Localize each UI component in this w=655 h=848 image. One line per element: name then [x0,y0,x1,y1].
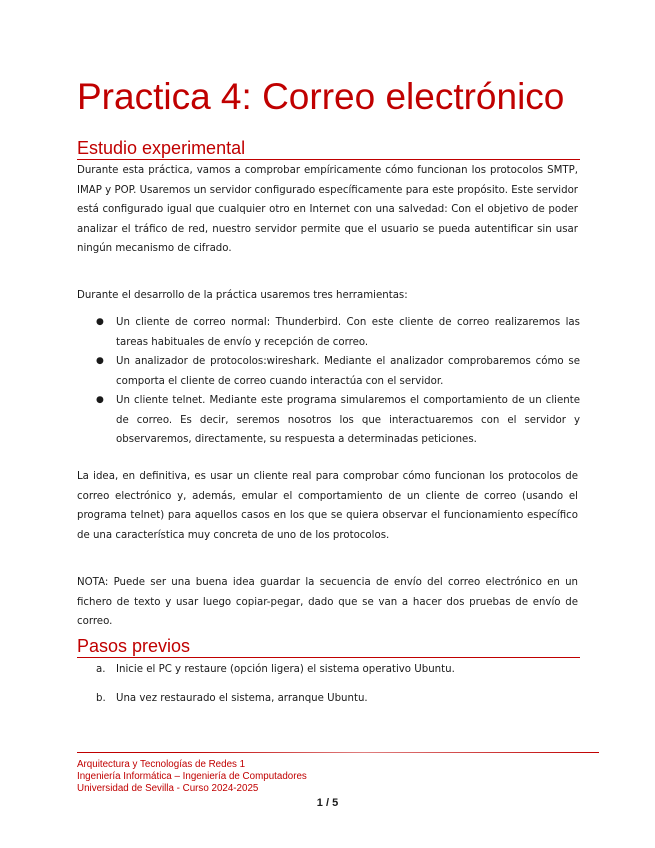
footer-divider [77,752,599,753]
footer-degree: Ingeniería Informática – Ingeniería de Computadores [77,771,307,782]
list-item [77,391,580,450]
page-number: 1 / 5 [316,797,339,809]
list-item [77,660,580,680]
bullet-icon: ● [96,356,104,366]
list-item-text: Un cliente de correo normal: Thunderbird. Con este cliente de correo realizaremos las tareas habituales de envío y recepción de correo. [116,317,580,348]
step-marker: a. [96,664,106,675]
step-text: Inicie el PC y restaure (opción ligera) el sistema operativo Ubuntu. [116,664,455,675]
footer-course: Arquitectura y Tecnologías de Redes 1 [77,759,246,770]
idea-paragraph: La idea, en definitiva, es usar un cliente real para comprobar cómo funcionan los protocolos de correo electrónico y, además, emular el comportamiento de un cliente de correo (usando el programa telnet) para aquellos casos en los que se quiera observar el funcionamiento específico de una característica muy concreta de uno de los protocolos. [77,471,578,541]
list-item-text: Un analizador de protocolos:wireshark. Mediante el analizador comprobaremos cómo se comporta el cliente de correo cuando interactúa con el servidor. [116,356,580,387]
footer [77,759,307,795]
bullet-icon: ● [96,317,104,327]
bullet-icon: ● [96,395,104,405]
step-marker: b. [96,692,106,704]
tools-list [77,313,580,450]
list-item [77,352,580,391]
step-text: Una vez restaurado el sistema, arranque Ubuntu. [116,692,368,704]
section-heading-estudio: Estudio experimental [77,137,580,160]
footer-university: Universidad de Sevilla - Curso 2024-2025 [77,783,259,794]
intro-paragraph: Durante esta práctica, vamos a comprobar empíricamente cómo funcionan los protocolos SMTP, IMAP y POP. Usaremos un servidor configurado específicamente para este propósito. Este servidor está configurado igual que cualquier otro en Internet con una salvedad: Con el objetivo de poder analizar el tráfico de red, nuestro servidor permite que el usuario se pueda autentificar sin usar ningún mecanismo de cifrado. [77,165,578,254]
section-heading-pasos: Pasos previos [77,635,580,658]
page-title: Practica 4: Correo electrónico [77,76,565,117]
note-paragraph: NOTA: Puede ser una buena idea guardar la secuencia de envío del correo electrónico en un fichero de texto y usar luego copiar-pegar, dado que se van a hacer dos pruebas de envío de correo. [77,577,578,627]
tools-intro-paragraph: Durante el desarrollo de la práctica usaremos tres herramientas: [77,290,408,301]
list-item-text: Un cliente telnet. Mediante este programa simularemos el comportamiento de un cliente de correo. Es decir, seremos nosotros los que interactuaremos con el servidor y observaremos, directamente, su respuesta a determinadas peticiones. [116,395,580,445]
list-item [77,689,580,709]
steps-list [77,660,580,717]
list-item [77,313,580,352]
